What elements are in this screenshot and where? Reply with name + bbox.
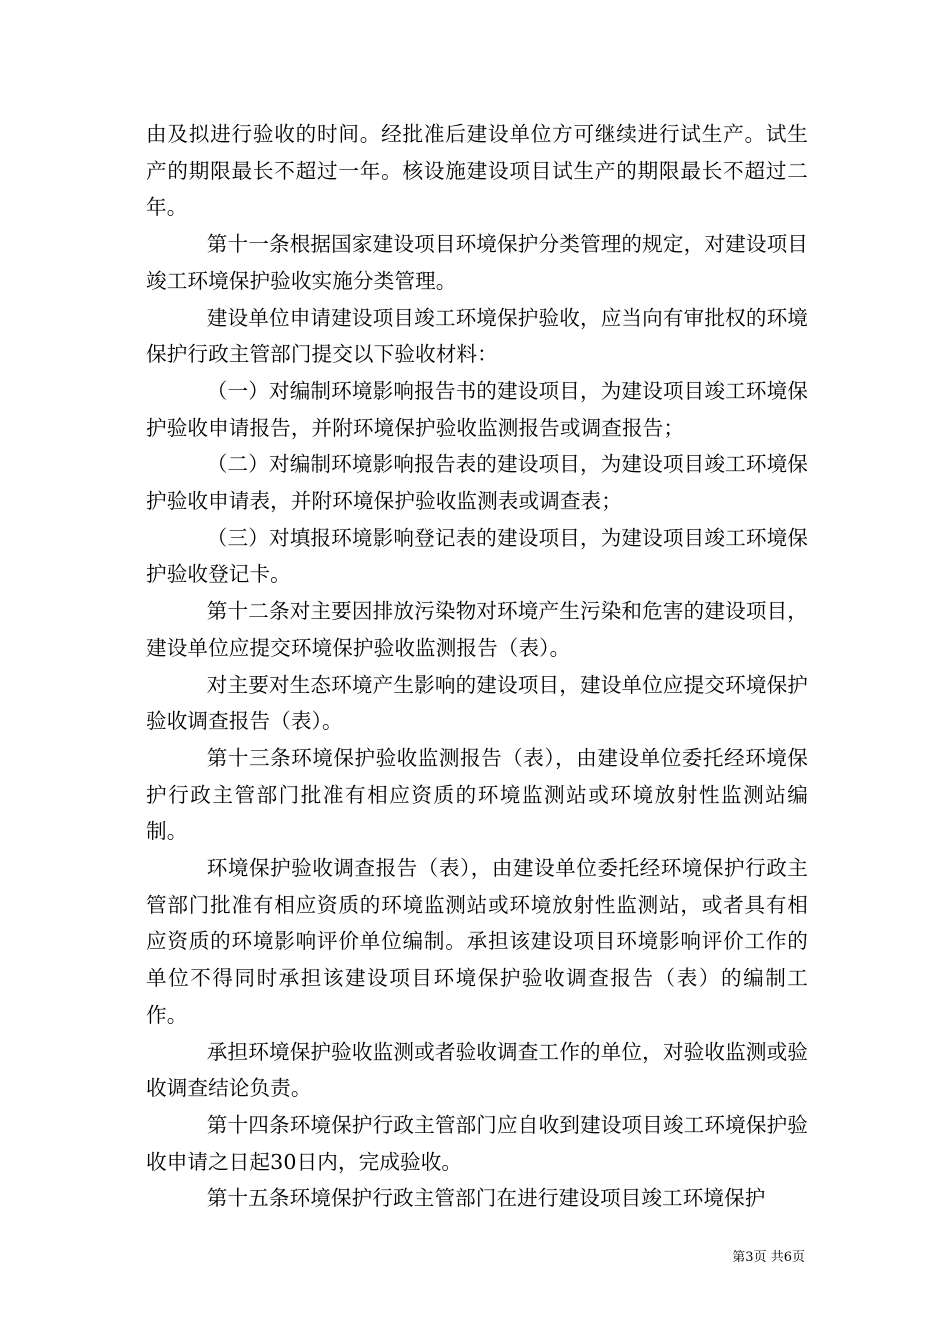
list-item: （三）对填报环境影响登记表的建设项目，为建设项目竣工环境保护验收登记卡。 xyxy=(146,525,808,587)
page-footer xyxy=(732,1250,805,1266)
page-label: 第 xyxy=(732,1250,746,1265)
total-pages-number: 6 xyxy=(783,1250,792,1265)
paragraph: 第十二条对主要因排放污染物对环境产生污染和危害的建设项目，建设单位应提交环境保护验收监测报告（表）。 xyxy=(146,599,808,660)
paragraph: 承担环境保护验收监测或者验收调查工作的单位，对验收监测或验收调查结论负责。 xyxy=(146,1039,808,1101)
paragraph: 建设单位申请建设项目竣工环境保护验收，应当向有审批权的环境保护行政主管部门提交以下验收材料： xyxy=(146,305,808,367)
current-page-number: 3 xyxy=(745,1250,754,1265)
paragraph: 第十五条环境保护行政主管部门在进行建设项目竣工环境保护 xyxy=(206,1186,766,1211)
paragraph: 第十一条根据国家建设项目环境保护分类管理的规定，对建设项目竣工环境保护验收实施分类管理。 xyxy=(146,232,808,293)
page-suffix: 页 xyxy=(791,1250,805,1265)
paragraph: 由及拟进行验收的时间。经批准后建设单位方可继续进行试生产。试生产的期限最长不超过一年。核设施建设项目试生产的期限最长不超过二年。 xyxy=(146,122,808,220)
page-word: 页 共 xyxy=(753,1250,784,1265)
paragraph: 第十四条环境保护行政主管部门应自收到建设项目竣工环境保护验收申请之日起30日内，完成验收。 xyxy=(146,1112,808,1174)
paragraph: 环境保护验收调查报告（表），由建设单位委托经环境保护行政主管部门批准有相应资质的环境监测站或环境放射性监测站，或者具有相应资质的环境影响评价单位编制。承担该建设项目环境影响评价工作的单位不得同时承担该建设项目环境保护验收调查报告（表）的编制工作。 xyxy=(146,856,808,1027)
document-body xyxy=(146,116,808,1217)
paragraph: 第十三条环境保护验收监测报告（表），由建设单位委托经环境保护行政主管部门批准有相应资质的环境监测站或环境放射性监测站编制。 xyxy=(146,745,808,844)
list-item: （一）对编制环境影响报告书的建设项目，为建设项目竣工环境保护验收申请报告，并附环境保护验收监测报告或调查报告； xyxy=(146,378,808,440)
paragraph: 对主要对生态环境产生影响的建设项目，建设单位应提交环境保护验收调查报告（表）。 xyxy=(146,672,808,734)
list-item: （二）对编制环境影响报告表的建设项目，为建设项目竣工环境保护验收申请表，并附环境保护验收监测表或调查表； xyxy=(146,452,808,514)
